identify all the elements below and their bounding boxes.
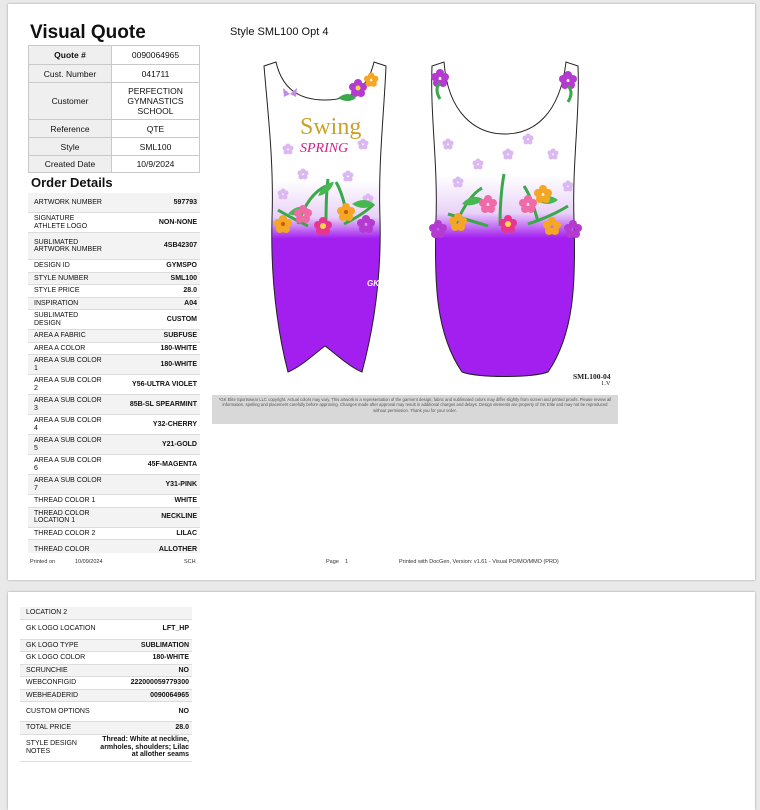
detail-row	[28, 395, 200, 415]
detail-key: SUBLIMATED DESIGN	[34, 312, 79, 327]
detail-key: AREA A COLOR	[34, 344, 86, 352]
header-row	[29, 156, 200, 173]
detail-value: A04	[184, 299, 197, 307]
header-value: PERFECTION GYMNASTICS SCHOOL	[112, 83, 200, 120]
order-details-list	[28, 193, 200, 553]
detail-row	[20, 735, 192, 762]
detail-value: Thread: White at neckline, armholes, shoulders; Lilac at allother seams	[100, 736, 189, 759]
detail-row	[28, 495, 200, 508]
detail-key: STYLE DESIGN NOTES	[26, 740, 77, 755]
header-row	[29, 83, 200, 120]
detail-key: AREA A SUB COLOR 5	[34, 437, 102, 452]
detail-value: CUSTOM	[166, 315, 197, 323]
footer-page-number: 1	[345, 559, 349, 565]
order-details-title: Order Details	[31, 175, 113, 190]
detail-row	[28, 310, 200, 330]
header-row	[29, 46, 200, 65]
detail-key: DESIGN ID	[34, 262, 70, 269]
detail-value: 180-WHITE	[160, 360, 197, 368]
page-title: Visual Quote	[30, 22, 146, 43]
detail-key: AREA A SUB COLOR 4	[34, 417, 102, 432]
detail-key: SIGNATURE ATHLETE LOGO	[34, 215, 88, 230]
detail-value: SUBLIMATION	[140, 641, 189, 649]
quote-header-table	[28, 45, 200, 173]
detail-row	[28, 455, 200, 475]
detail-key: AREA A SUB COLOR 6	[34, 457, 102, 472]
detail-value: 222000059779300	[130, 679, 189, 686]
artwork-disclaimer: *GK Elite Sportswear LLC copyright. Actual colors may vary. This artwork is a representation of the garment design; fabric and sublimated colors may differ slightly from screen and printed proofs. Please review all information, spelling and placement carefully before approving. Changes made after approval may result in additional charges and delays. Design elements are property of GK Elite and may not be reproduced without permission. Thank you for your order.	[212, 395, 618, 424]
detail-value: NO	[178, 707, 189, 715]
detail-key: GK LOGO TYPE	[26, 641, 79, 649]
gk-logo-icon: GK	[367, 279, 379, 288]
detail-value: 180-WHITE	[152, 654, 189, 661]
detail-row	[20, 665, 192, 678]
header-row	[29, 120, 200, 138]
detail-row	[20, 677, 192, 690]
detail-row	[28, 355, 200, 375]
detail-row	[28, 193, 200, 213]
detail-value: SUBFUSE	[163, 332, 197, 339]
detail-value: NON-NONE	[158, 218, 197, 226]
header-value: 041711	[112, 65, 200, 83]
detail-row	[28, 475, 200, 495]
detail-row	[20, 690, 192, 703]
footer-sch: SCH	[184, 559, 196, 565]
leotard-front	[264, 62, 386, 372]
detail-value: 45F-MAGENTA	[147, 460, 197, 468]
detail-key: GK LOGO COLOR	[26, 654, 86, 661]
detail-row	[20, 640, 192, 653]
detail-value: LILAC	[176, 529, 197, 537]
detail-key: AREA A SUB COLOR 3	[34, 397, 102, 412]
detail-row	[28, 273, 200, 286]
detail-value: NECKLINE	[161, 513, 197, 521]
detail-key: THREAD COLOR 1	[34, 497, 96, 504]
detail-key: WEBHEADERID	[26, 691, 79, 699]
footer-printed-with: Printed with DocGen, Version: v1.61 - Visual PO/MO/MMO (PRD)	[399, 559, 559, 565]
detail-row	[28, 285, 200, 298]
artwork-version: 1.V	[601, 380, 611, 387]
style-option-title: Style SML100 Opt 4	[230, 26, 329, 38]
detail-value: 4SB42307	[163, 242, 197, 250]
detail-row	[20, 652, 192, 665]
detail-value: ALLOTHER	[158, 545, 197, 553]
detail-key: WEBCONFIGID	[26, 679, 77, 686]
header-label: Quote #	[29, 46, 112, 65]
detail-key: SCRUNCHIE	[26, 666, 68, 674]
artwork-spring-text: SPRING	[300, 141, 349, 156]
detail-row	[28, 415, 200, 435]
detail-row	[28, 233, 200, 260]
detail-key: TOTAL PRICE	[26, 724, 71, 731]
detail-key: INSPIRATION	[34, 299, 79, 307]
detail-row	[20, 722, 192, 735]
footer-printed-on-label: Printed on	[30, 559, 56, 565]
header-value: 0090064965	[112, 46, 200, 65]
detail-value: 85B-SL SPEARMINT	[129, 400, 197, 408]
header-label: Reference	[29, 120, 112, 138]
header-row	[29, 65, 200, 83]
detail-row	[28, 528, 200, 541]
detail-value: NO	[178, 666, 189, 674]
footer-page-label: Page	[326, 559, 339, 565]
detail-row	[28, 435, 200, 455]
detail-key: AREA A SUB COLOR 1	[34, 357, 102, 372]
artwork-code: SML100-04	[573, 372, 611, 381]
detail-key: THREAD COLOR LOCATION 1	[34, 509, 90, 524]
footer-printed-on-date: 10/09/2024	[75, 559, 103, 565]
detail-value: 180-WHITE	[160, 344, 197, 352]
detail-key: LOCATION 2	[26, 609, 68, 616]
quote-page-1	[8, 4, 755, 580]
order-details-list-continued	[20, 607, 192, 762]
header-value: 10/9/2024	[112, 156, 200, 173]
detail-key: AREA A FABRIC	[34, 332, 86, 339]
header-value: QTE	[112, 120, 200, 138]
detail-row	[28, 508, 200, 528]
detail-value: LFT_HP	[162, 625, 189, 633]
detail-row	[28, 343, 200, 356]
detail-key: SUBLIMATED ARTWORK NUMBER	[34, 238, 102, 253]
detail-value: 28.0	[183, 287, 197, 294]
detail-value: GYMSPO	[166, 262, 197, 269]
detail-value: Y21-GOLD	[161, 440, 197, 448]
header-label: Created Date	[29, 156, 112, 173]
detail-key: STYLE PRICE	[34, 287, 80, 294]
detail-row	[20, 702, 192, 722]
detail-row	[20, 620, 192, 640]
detail-row	[20, 607, 192, 620]
detail-key: THREAD COLOR	[34, 545, 90, 553]
detail-key: GK LOGO LOCATION	[26, 625, 96, 633]
detail-value: Y32-CHERRY	[152, 420, 197, 428]
detail-value: 597793	[173, 198, 197, 206]
detail-key: AREA A SUB COLOR 2	[34, 377, 102, 392]
detail-row	[28, 540, 200, 553]
detail-key: STYLE NUMBER	[34, 274, 89, 282]
leotard-back	[429, 62, 582, 377]
artwork-swing-text: Swing	[300, 114, 362, 140]
detail-row	[28, 260, 200, 273]
detail-row	[28, 375, 200, 395]
detail-row	[28, 213, 200, 233]
detail-value: WHITE	[174, 497, 197, 504]
detail-row	[28, 330, 200, 343]
detail-value: Y31-PINK	[165, 480, 197, 488]
detail-key: ARTWORK NUMBER	[34, 198, 102, 206]
detail-key: AREA A SUB COLOR 7	[34, 477, 102, 492]
header-label: Cust. Number	[29, 65, 112, 83]
header-value: SML100	[112, 138, 200, 156]
leotard-artwork	[248, 54, 588, 389]
detail-key: CUSTOM OPTIONS	[26, 707, 90, 715]
header-label: Customer	[29, 83, 112, 120]
detail-value: SML100	[170, 274, 197, 282]
detail-value: 28.0	[175, 724, 189, 731]
detail-value: Y56-ULTRA VIOLET	[132, 380, 197, 388]
detail-key: THREAD COLOR 2	[34, 529, 96, 537]
detail-value: 0090064965	[150, 691, 189, 699]
header-row	[29, 138, 200, 156]
detail-row	[28, 298, 200, 311]
header-label: Style	[29, 138, 112, 156]
